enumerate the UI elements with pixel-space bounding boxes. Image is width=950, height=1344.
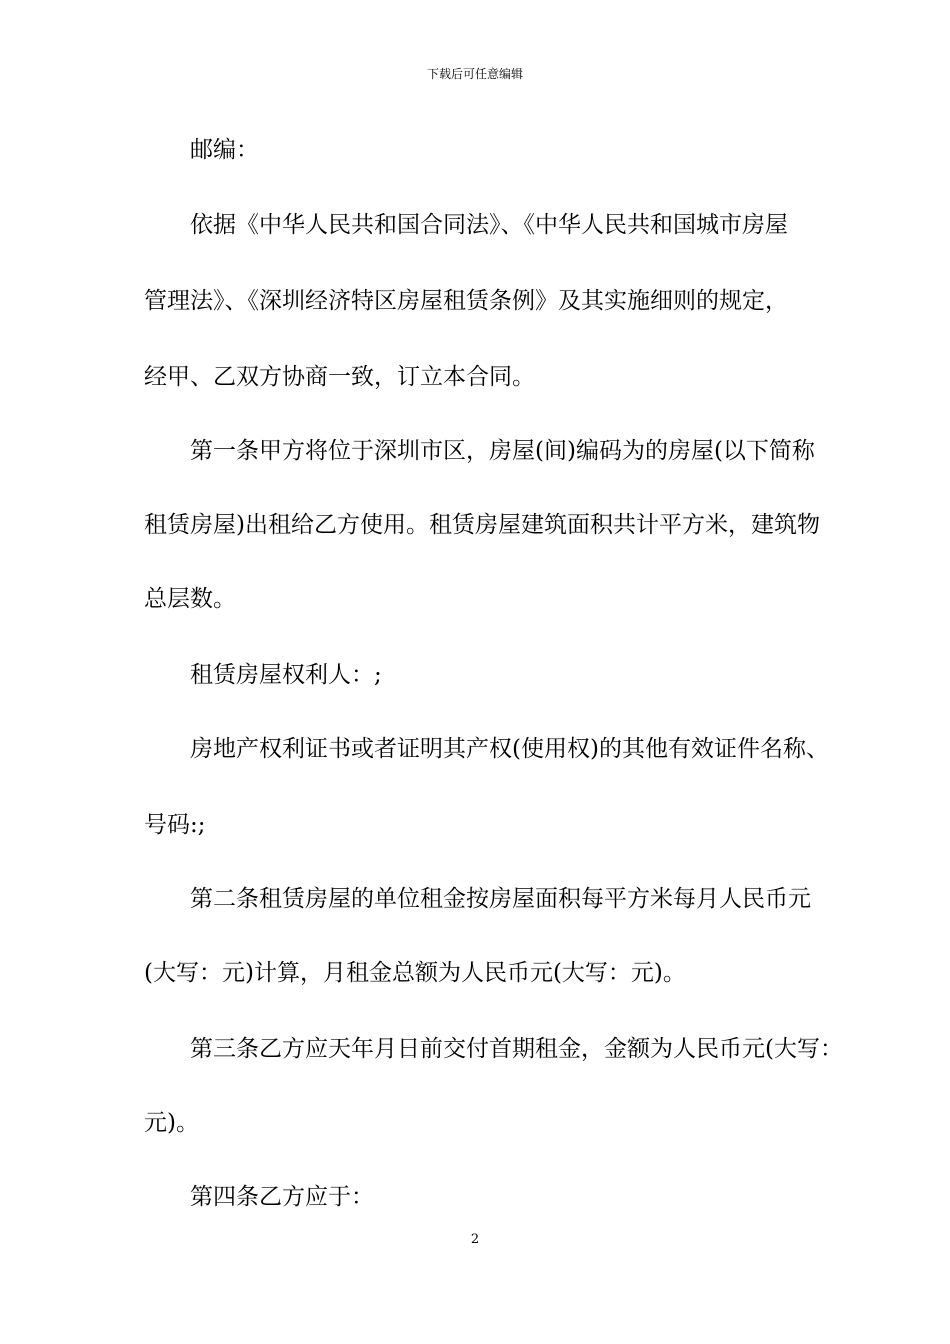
text-line-postcode: 邮编： bbox=[190, 137, 259, 163]
page-header: 下载后可任意编辑 bbox=[426, 67, 523, 81]
text-line: 依据《中华人民共和国合同法》、《中华人民共和国城市房屋 bbox=[190, 212, 788, 238]
text-line: 经甲、乙双方协商一致，订立本合同。 bbox=[144, 364, 535, 390]
text-line-article-2: 第二条租赁房屋的单位租金按房屋面积每平方米每月人民币元 bbox=[190, 886, 811, 912]
text-line-certificate: 房地产权利证书或者证明其产权(使用权)的其他有效证件名称、 bbox=[190, 736, 829, 762]
text-line-article-3: 第三条乙方应天年月日前交付首期租金，金额为人民币元(大写： bbox=[190, 1036, 843, 1062]
text-line: 元)。 bbox=[144, 1110, 199, 1136]
text-line-article-4: 第四条乙方应于： bbox=[190, 1184, 374, 1210]
page-number: 2 bbox=[470, 1232, 480, 1247]
text-line: 管理法》、《深圳经济特区房屋租赁条例》及其实施细则的规定， bbox=[144, 288, 788, 314]
text-line: 号码:; bbox=[144, 812, 206, 838]
text-line-article-1: 第一条甲方将位于深圳市区，房屋(间)编码为的房屋(以下简称 bbox=[190, 438, 815, 464]
text-line-owner: 租赁房屋权利人：; bbox=[190, 662, 382, 688]
text-line: (大写：元)计算，月租金总额为人民币元(大写：元)。 bbox=[144, 960, 686, 986]
text-line: 租赁房屋)出租给乙方使用。租赁房屋建筑面积共计平方米，建筑物 bbox=[144, 512, 820, 538]
text-line: 总层数。 bbox=[144, 586, 236, 612]
